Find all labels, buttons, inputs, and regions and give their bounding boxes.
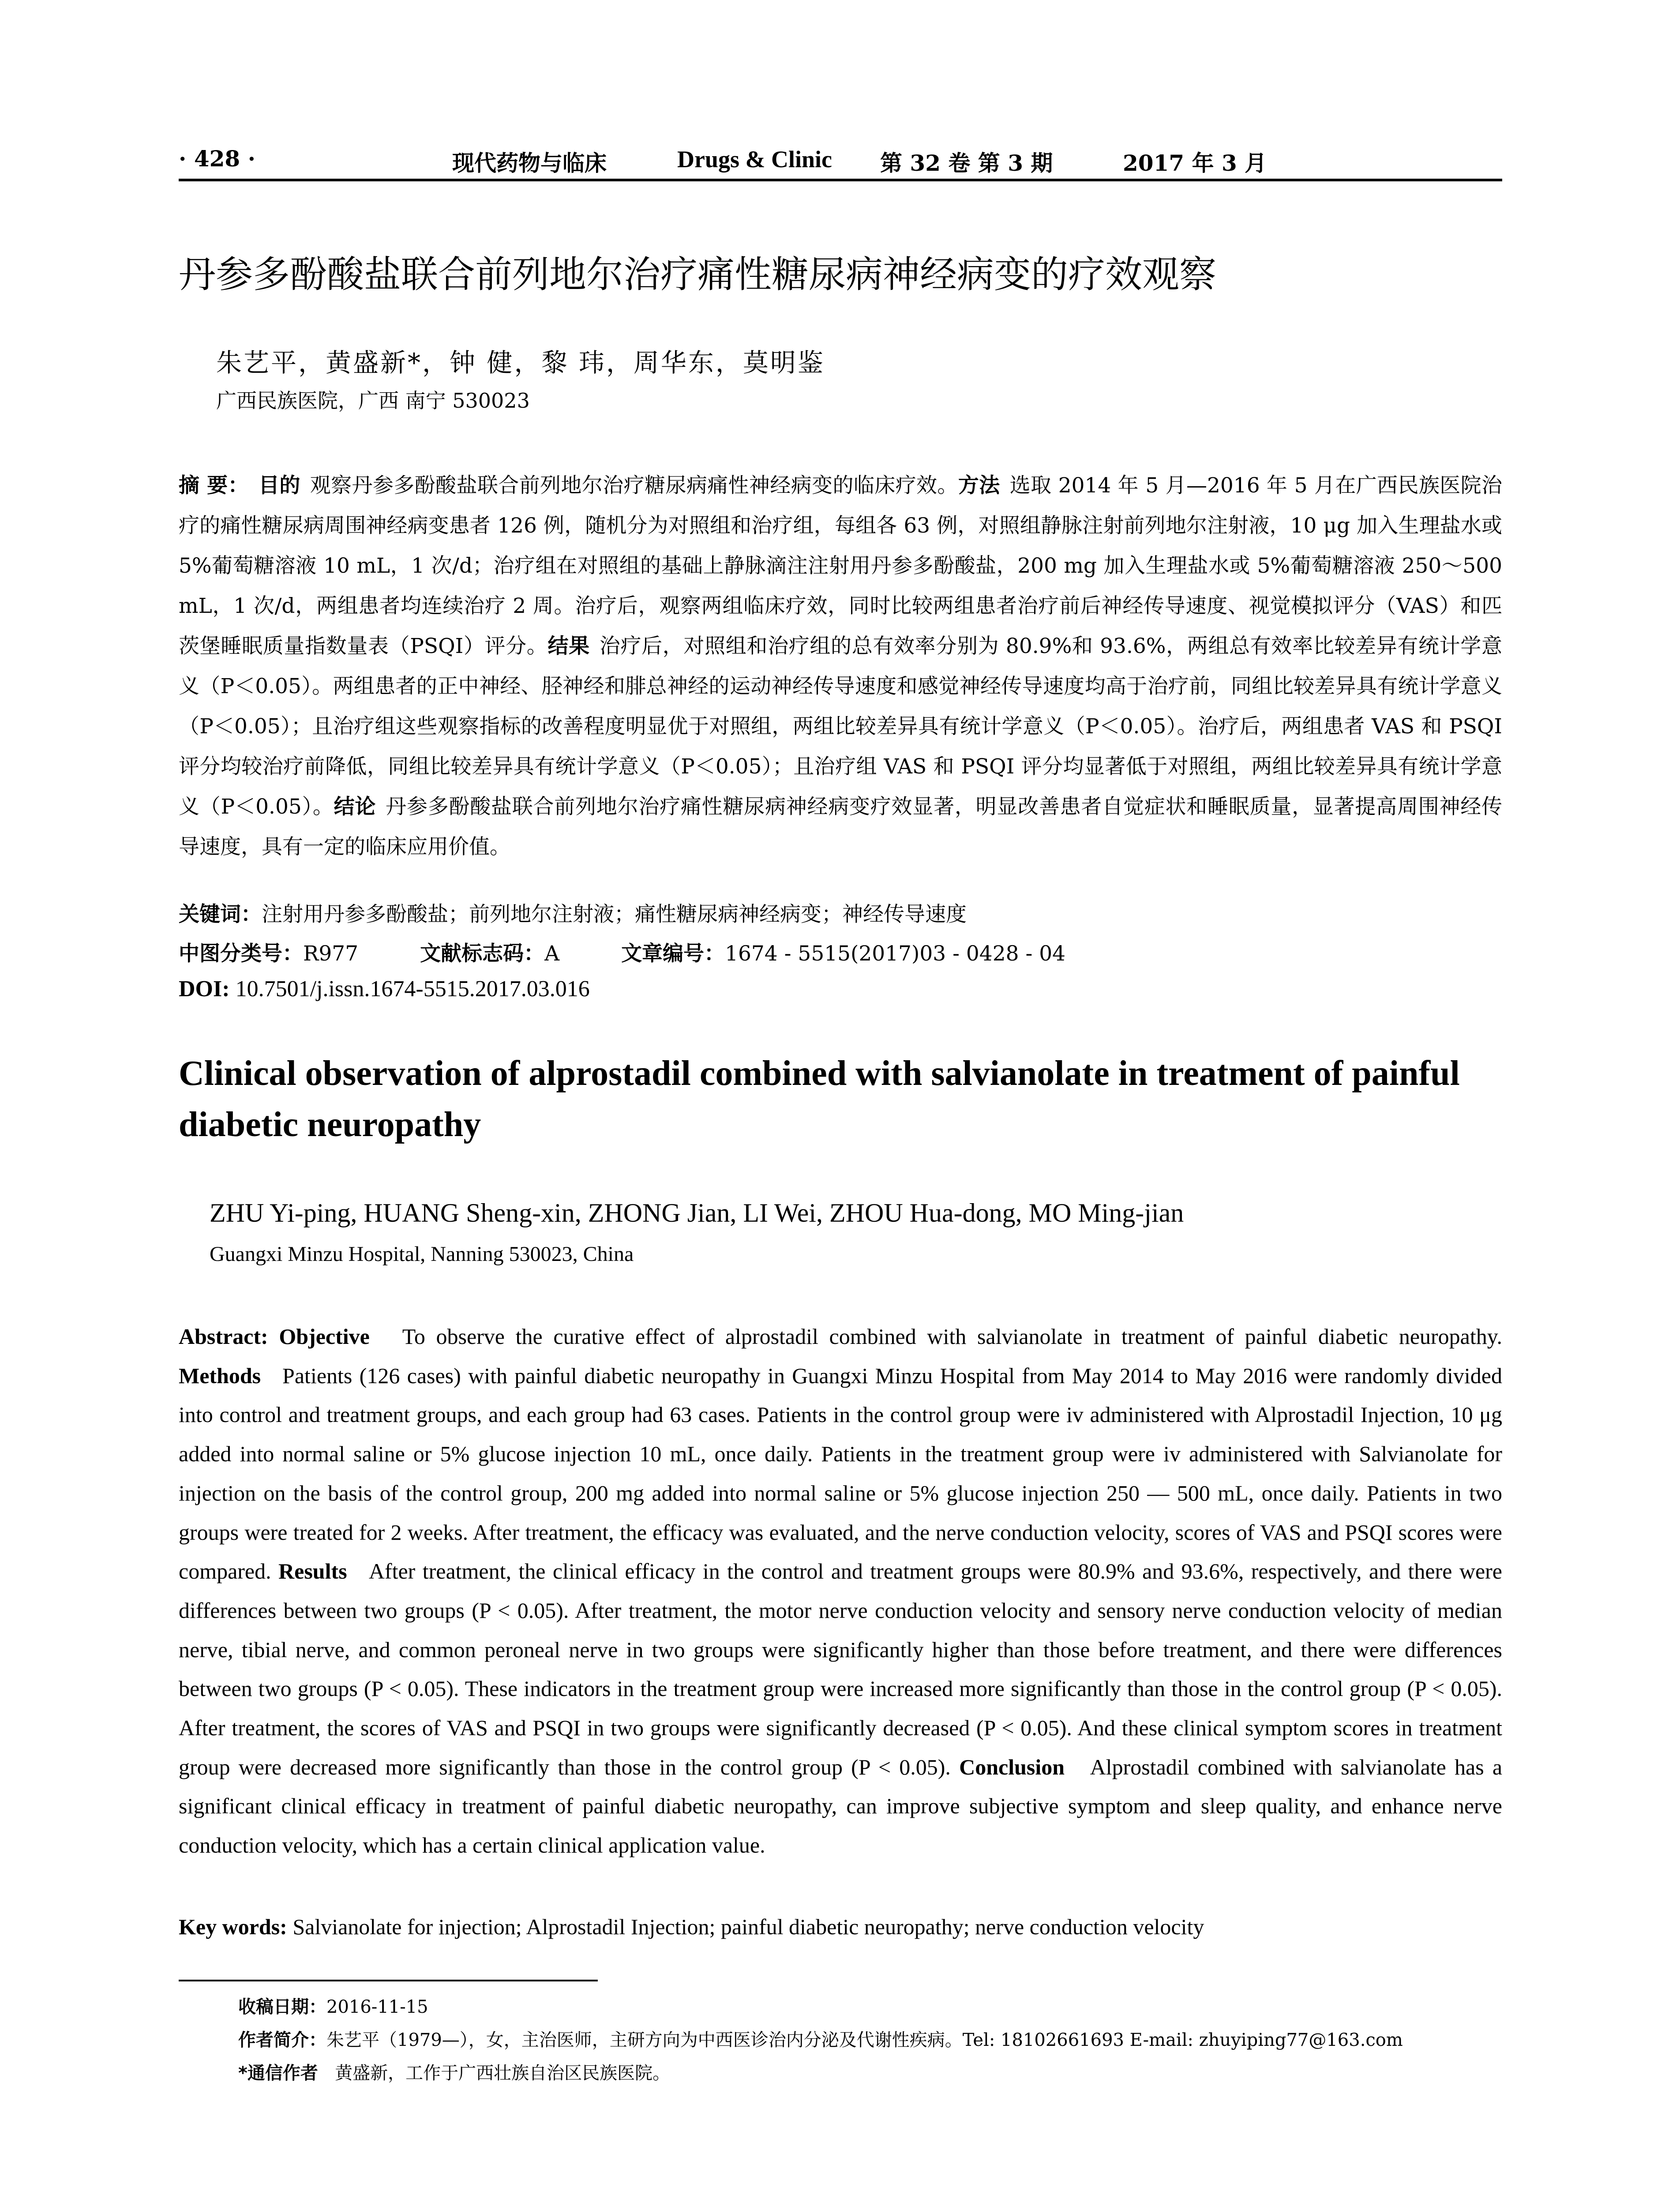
bio-label: 作者简介：	[238, 2030, 326, 2050]
objective-label-cn: 目的	[258, 473, 300, 498]
authors-cn: 朱艺平，黄盛新*，钟 健，黎 玮，周华东，莫明鉴	[216, 348, 825, 378]
conclusion-text-cn: 丹参多酚酸盐联合前列地尔治疗痛性糖尿病神经病变疗效显著，明显改善患者自觉症状和睡眠质量，显著提高周围神经传导速度，具有一定的临床应用价值。	[179, 795, 1503, 859]
bio-text: 朱艺平（1979—），女，主治医师，主研方向为中西医诊治内分泌及代谢性疾病。Tel: 18102661693 E-mail: zhuyiping77@163.com	[326, 2030, 1403, 2050]
article-title-en: Clinical observation of alprostadil combined with salvianolate in treatment of painful diabetic neuropathy	[179, 1054, 1460, 1144]
methods-text-en: Patients (126 cases) with painful diabetic neuropathy in Guangxi Minzu Hospital from May 2014 to May 2016 were randomly divided into control and treatment groups, and each group had 63 cases. Patients in the control group were iv administered with Alprostadil Injection, 10 μg added into normal saline or 5% glucose injection 10 mL, once daily. Patients in the treatment group were iv administered with Salvianolate for injection on the basis of the control group, 200 mg added into normal saline or 5% glucose injection 250 — 500 mL, once daily. Patients in two groups were treated for 2 weeks. After treatment, the efficacy was evaluated, and the nerve conduction velocity, scores of VAS and PSQI scores were compared.	[179, 1363, 1502, 1584]
journal-name-en: Drugs & Clinic	[677, 146, 832, 173]
conclusion-text-en: Alprostadil combined with salvianolate has a significant clinical efficacy in treatment of painful diabetic neuropathy, can improve subjective symptom and sleep quality, and enhance nerve conduction velocity, which has a certain clinical application value.	[179, 1754, 1503, 1858]
results-label-en: Results	[278, 1559, 347, 1584]
articleno-value: 1674 - 5515(2017)03 - 0428 - 04	[725, 942, 1066, 966]
keywords-text-cn: 注射用丹参多酚酸盐；前列地尔注射液；痛性糖尿病神经病变；神经传导速度	[262, 902, 967, 927]
corresponding-label: *通信作者	[238, 2063, 318, 2083]
footnote-received	[238, 1993, 1504, 2018]
doccode-value: A	[544, 942, 560, 966]
conclusion-label-cn: 结论	[334, 795, 376, 819]
abstract-en	[179, 1317, 1502, 1865]
clc-value: R977	[303, 942, 359, 966]
authors-en: ZHU Yi-ping, HUANG Sheng-xin, ZHONG Jian, LI Wei, ZHOU Hua-dong, MO Ming-jian	[210, 1198, 1184, 1227]
methods-label-en: Methods	[179, 1363, 261, 1388]
doi-line	[179, 976, 1502, 1002]
methods-label-cn: 方法	[958, 473, 1000, 498]
keywords-label-cn: 关键词：	[179, 902, 262, 927]
articleno-label: 文章编号：	[621, 942, 725, 966]
article-title-cn: 丹参多酚酸盐联合前列地尔治疗痛性糖尿病神经病变的疗效观察	[179, 253, 1217, 296]
doi-label: DOI:	[179, 976, 230, 1002]
footnote-author-bio	[238, 2026, 1504, 2051]
objective-text-en: To observe the curative effect of alprostadil combined with salvianolate in treatment of painful diabetic neuropathy.	[402, 1324, 1503, 1349]
results-text-en: After treatment, the clinical efficacy in the control and treatment groups were 80.9% and 93.6%, respectively, and there were differences between two groups (P < 0.05). After treatment, the motor nerve conduction velocity and sensory nerve conduction velocity of median nerve, tibial nerve, and common peroneal nerve in two groups were significantly higher than those before treatment, and there were differences between two groups (P < 0.05). These indicators in the treatment group were increased more significantly than those in the control group (P < 0.05). After treatment, the scores of VAS and PSQI in two groups were significantly decreased (P < 0.05). And these clinical symptom scores in treatment group were decreased more significantly than those in the control group (P < 0.05).	[179, 1559, 1502, 1779]
affiliation-en: Guangxi Minzu Hospital, Nanning 530023, China	[210, 1242, 634, 1266]
objective-text-cn: 观察丹参多酚酸盐联合前列地尔治疗糖尿病痛性神经病变的临床疗效。	[310, 473, 958, 498]
conclusion-label-en: Conclusion	[959, 1754, 1065, 1779]
received-label: 收稿日期：	[238, 1997, 326, 2017]
abstract-label-cn: 摘 要：	[179, 473, 249, 498]
footnote-corresponding	[238, 2059, 1504, 2084]
classification-line	[179, 937, 1502, 967]
clc-label: 中图分类号：	[179, 942, 303, 966]
corresponding-text: 黄盛新，工作于广西壮族自治区民族医院。	[335, 2063, 671, 2083]
keywords-en	[179, 1914, 1502, 1940]
results-label-cn: 结果	[548, 634, 590, 658]
keywords-cn	[179, 898, 1502, 927]
page-number: · 428 ·	[179, 146, 255, 172]
issue-date: 2017 年 3 月	[1123, 150, 1267, 176]
keywords-text-en: Salvianolate for injection; Alprostadil Injection; painful diabetic neuropathy; nerve conduction velocity	[292, 1914, 1204, 1939]
running-header	[179, 139, 1502, 181]
abstract-cn	[179, 465, 1502, 867]
received-date: 2016-11-15	[326, 1997, 428, 2017]
footnote-divider	[179, 1980, 598, 1981]
journal-name-cn: 现代药物与临床	[452, 150, 607, 176]
keywords-label-en: Key words:	[179, 1914, 287, 1939]
abstract-label-en: Abstract: Objective	[179, 1324, 370, 1349]
doi-value: 10.7501/j.issn.1674-5515.2017.03.016	[235, 976, 590, 1002]
affiliation-cn: 广西民族医院，广西 南宁 530023	[216, 389, 530, 413]
volume-issue: 第 32 卷 第 3 期	[880, 150, 1053, 176]
methods-text-cn: 选取 2014 年 5 月—2016 年 5 月在广西民族医院治疗的痛性糖尿病周围神经病变患者 126 例，随机分为对照组和治疗组，每组各 63 例，对照组静脉注射前列地尔注射液，10 μg 加入生理盐水或 5%葡萄糖溶液 10 mL，1 次/d；治疗组在对照组的基础上静脉滴注注射用丹参多酚酸盐，200 mg 加入生理盐水或 5%葡萄糖溶液 250～500 mL，1 次/d，两组患者均连续治疗 2 周。治疗后，观察两组临床疗效，同时比较两组患者治疗前后神经传导速度、视觉模拟评分（VAS）和匹茨堡睡眠质量指数量表（PSQI）评分。	[179, 473, 1503, 658]
results-text-cn: 治疗后，对照组和治疗组的总有效率分别为 80.9%和 93.6%，两组总有效率比较差异有统计学意义（P＜0.05）。两组患者的正中神经、胫神经和腓总神经的运动神经传导速度和感觉神经传导速度均高于治疗前，同组比较差异具有统计学意义（P＜0.05）；且治疗组这些观察指标的改善程度明显优于对照组，两组比较差异具有统计学意义（P＜0.05）。治疗后，两组患者 VAS 和 PSQI 评分均较治疗前降低，同组比较差异具有统计学意义（P＜0.05）；且治疗组 VAS 和 PSQI 评分均显著低于对照组，两组比较差异具有统计学意义（P＜0.05）。	[179, 634, 1503, 819]
doccode-label: 文献标志码：	[420, 942, 545, 966]
